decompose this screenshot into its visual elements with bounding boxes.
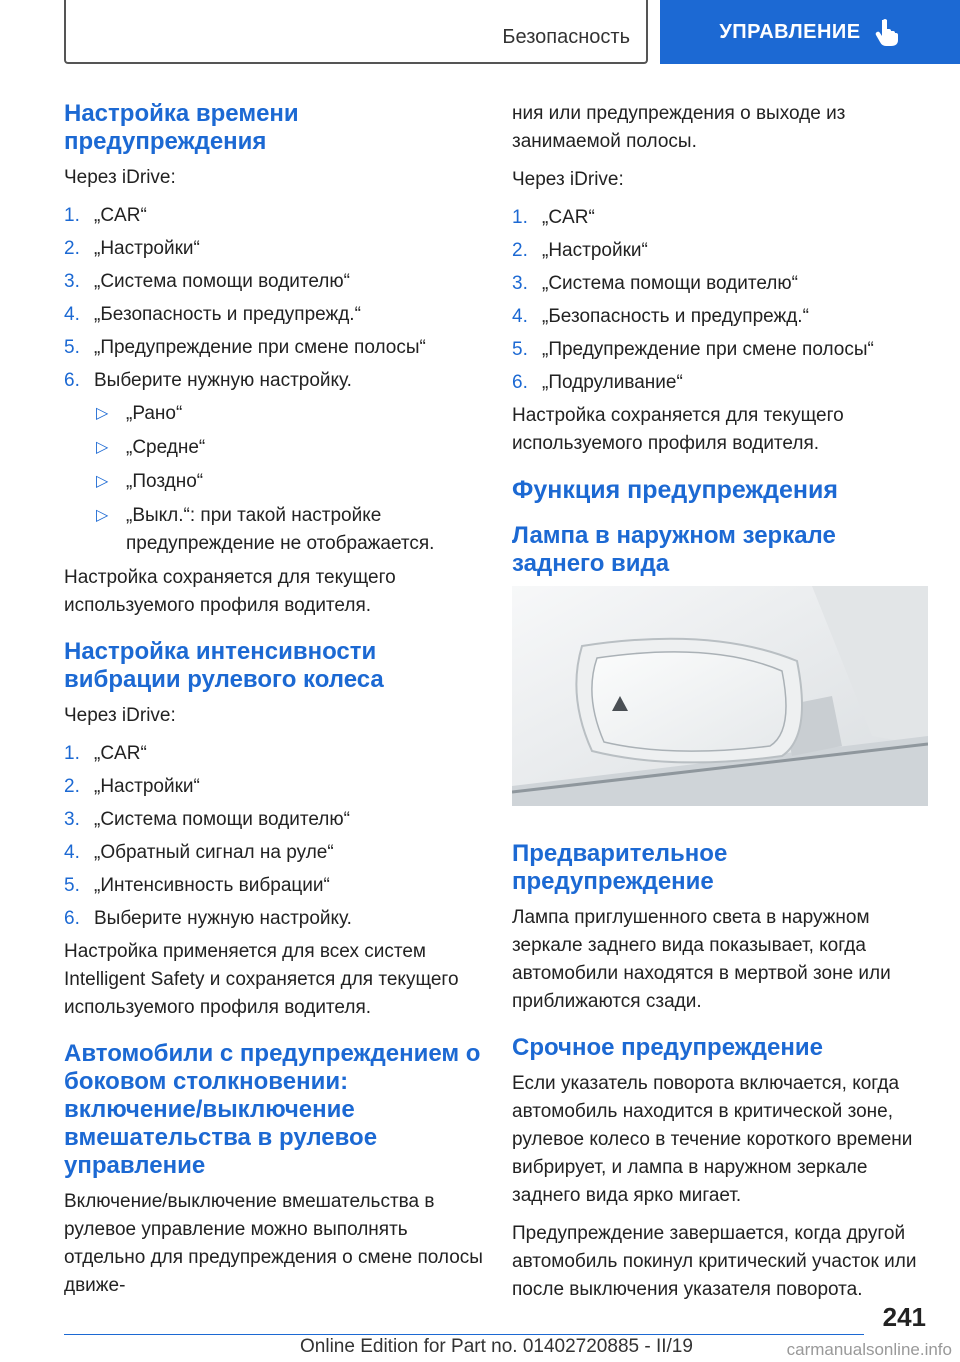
step-number: 2.: [64, 238, 80, 259]
step-text: „Настройки“: [94, 238, 200, 259]
steps-list-steering: [512, 204, 932, 397]
list-item: [94, 502, 484, 558]
list-item: [64, 806, 484, 834]
list-item: [64, 367, 484, 395]
step-text: „CAR“: [94, 205, 147, 226]
heading-pre-warning: Предварительное предупреждение: [512, 840, 728, 895]
step-text: „Интенсивность вибрации“: [94, 875, 330, 896]
step-number: 5.: [64, 337, 80, 358]
watermark: carmanualsonline.info: [786, 1340, 952, 1359]
step-text: Выберите нужную настройку.: [94, 370, 352, 391]
footer-divider: [64, 1334, 864, 1335]
step-number: 3.: [512, 273, 528, 294]
triangle-bullet-icon: ▷: [96, 507, 109, 524]
note-intelligent-safety: Настройка применяется для всех систем Intelligent Safety и сохраняется для текущего используемого профиля водителя.: [64, 941, 459, 1018]
heading-warning-function: Функция предупреждения: [512, 476, 838, 504]
step-text: „Система помощи водителю“: [94, 271, 350, 292]
mirror-lamp-illustration: [512, 586, 928, 806]
triangle-bullet-icon: ▷: [96, 473, 109, 490]
text-side-collision: Включение/выключение вмешательства в рулевое управление можно выполнять отдельно для предупреждения о смене полосы движе-: [64, 1191, 483, 1296]
header-tab-label: УПРАВЛЕНИЕ: [719, 20, 861, 43]
step-number: 1.: [512, 207, 528, 228]
triangle-bullet-icon: ▷: [96, 439, 109, 456]
option-text: „Средне“: [126, 437, 206, 458]
step-number: 2.: [64, 776, 80, 797]
step-number: 6.: [512, 372, 528, 393]
step-text: „Настройки“: [542, 240, 648, 261]
step-text: „Настройки“: [94, 776, 200, 797]
step-number: 3.: [64, 809, 80, 830]
list-item: [64, 773, 484, 801]
list-item: [512, 270, 932, 298]
step-number: 1.: [64, 205, 80, 226]
left-column: [64, 100, 484, 1310]
step-number: 6.: [64, 908, 80, 929]
steps-list-vibration: [64, 740, 484, 933]
step-number: 5.: [512, 339, 528, 360]
step-number: 4.: [64, 304, 80, 325]
list-item: [512, 204, 932, 232]
list-item: [64, 301, 484, 329]
list-item: [64, 905, 484, 933]
heading-mirror-lamp: Лампа в наружном зеркале заднего вида: [512, 522, 836, 577]
heading-warning-time: Настройка времени предупреждения: [64, 100, 299, 155]
pointing-hand-icon: [875, 18, 901, 46]
header-tab-controls[interactable]: [660, 0, 960, 64]
list-item: [512, 237, 932, 265]
step-number: 1.: [64, 743, 80, 764]
right-column: [512, 100, 932, 1314]
step-text: „CAR“: [94, 743, 147, 764]
text-pre-warning: Лампа приглушенного света в наружном зеркале заднего вида показывает, когда автомобили находятся в мертвой зоне или приближаются сзади.: [512, 907, 891, 1012]
intro-idrive: Через iDrive:: [64, 705, 176, 726]
list-item: [94, 434, 484, 462]
list-item: [64, 202, 484, 230]
list-item: [64, 740, 484, 768]
intro-idrive: Через iDrive:: [512, 169, 624, 190]
option-text: „Выкл.“: при такой настройке предупреждение не отображается.: [126, 505, 435, 554]
footer-edition: Online Edition for Part no. 01402720885 - II/19: [300, 1336, 693, 1357]
step-text: „Обратный сигнал на руле“: [94, 842, 334, 863]
list-item: [64, 334, 484, 362]
list-item: [64, 268, 484, 296]
heading-vibration-intensity: Настройка интенсивности вибрации рулевого колеса: [64, 638, 384, 693]
list-item: [512, 369, 932, 397]
list-item: [94, 400, 484, 428]
intro-idrive: Через iDrive:: [64, 167, 176, 188]
step-text: „Предупреждение при смене полосы“: [542, 339, 874, 360]
list-item: [512, 336, 932, 364]
step-text: „Подруливание“: [542, 372, 683, 393]
step-number: 4.: [64, 842, 80, 863]
option-text: „Рано“: [126, 403, 183, 424]
note-profile: Настройка сохраняется для текущего используемого профиля водителя.: [512, 405, 844, 454]
step-number: 5.: [64, 875, 80, 896]
step-text: Выберите нужную настройку.: [94, 908, 352, 929]
header-section-title: Безопасность: [502, 26, 630, 48]
text-urgent-warning-2: Предупреждение завершается, когда другой автомобиль покинул критический участок или после выключения указателя поворота.: [512, 1223, 917, 1300]
step-text: „Система помощи водителю“: [94, 809, 350, 830]
header-section-box: [64, 0, 648, 64]
step-text: „CAR“: [542, 207, 595, 228]
list-item: [94, 468, 484, 496]
text-continuation: ния или предупреждения о выходе из занимаемой полосы.: [512, 103, 846, 152]
step-number: 6.: [64, 370, 80, 391]
option-text: „Поздно“: [126, 471, 204, 492]
note-profile: Настройка сохраняется для текущего используемого профиля водителя.: [64, 567, 396, 616]
page-number: 241: [882, 1302, 926, 1332]
list-item: [512, 303, 932, 331]
list-item: [64, 839, 484, 867]
step-text: „Система помощи водителю“: [542, 273, 798, 294]
step-number: 3.: [64, 271, 80, 292]
options-list: [94, 400, 484, 558]
step-number: 2.: [512, 240, 528, 261]
triangle-bullet-icon: ▷: [96, 405, 109, 422]
list-item: [64, 872, 484, 900]
list-item: [64, 235, 484, 263]
step-text: „Предупреждение при смене полосы“: [94, 337, 426, 358]
step-text: „Безопасность и предупрежд.“: [542, 306, 809, 327]
heading-urgent-warning: Срочное предупреждение: [512, 1034, 823, 1061]
step-text: „Безопасность и предупрежд.“: [94, 304, 361, 325]
text-urgent-warning-1: Если указатель поворота включается, когда автомобиль находится в критической зоне, рулевое колесо в течение короткого времени вибрирует, и лампа в наружном зеркале заднего вида ярко мигает.: [512, 1073, 913, 1206]
steps-list-warning-time: [64, 202, 484, 395]
heading-side-collision: Автомобили с предупреждением о боковом столкновении: включение/выключение вмешательства в рулевое управление: [64, 1040, 481, 1179]
step-number: 4.: [512, 306, 528, 327]
